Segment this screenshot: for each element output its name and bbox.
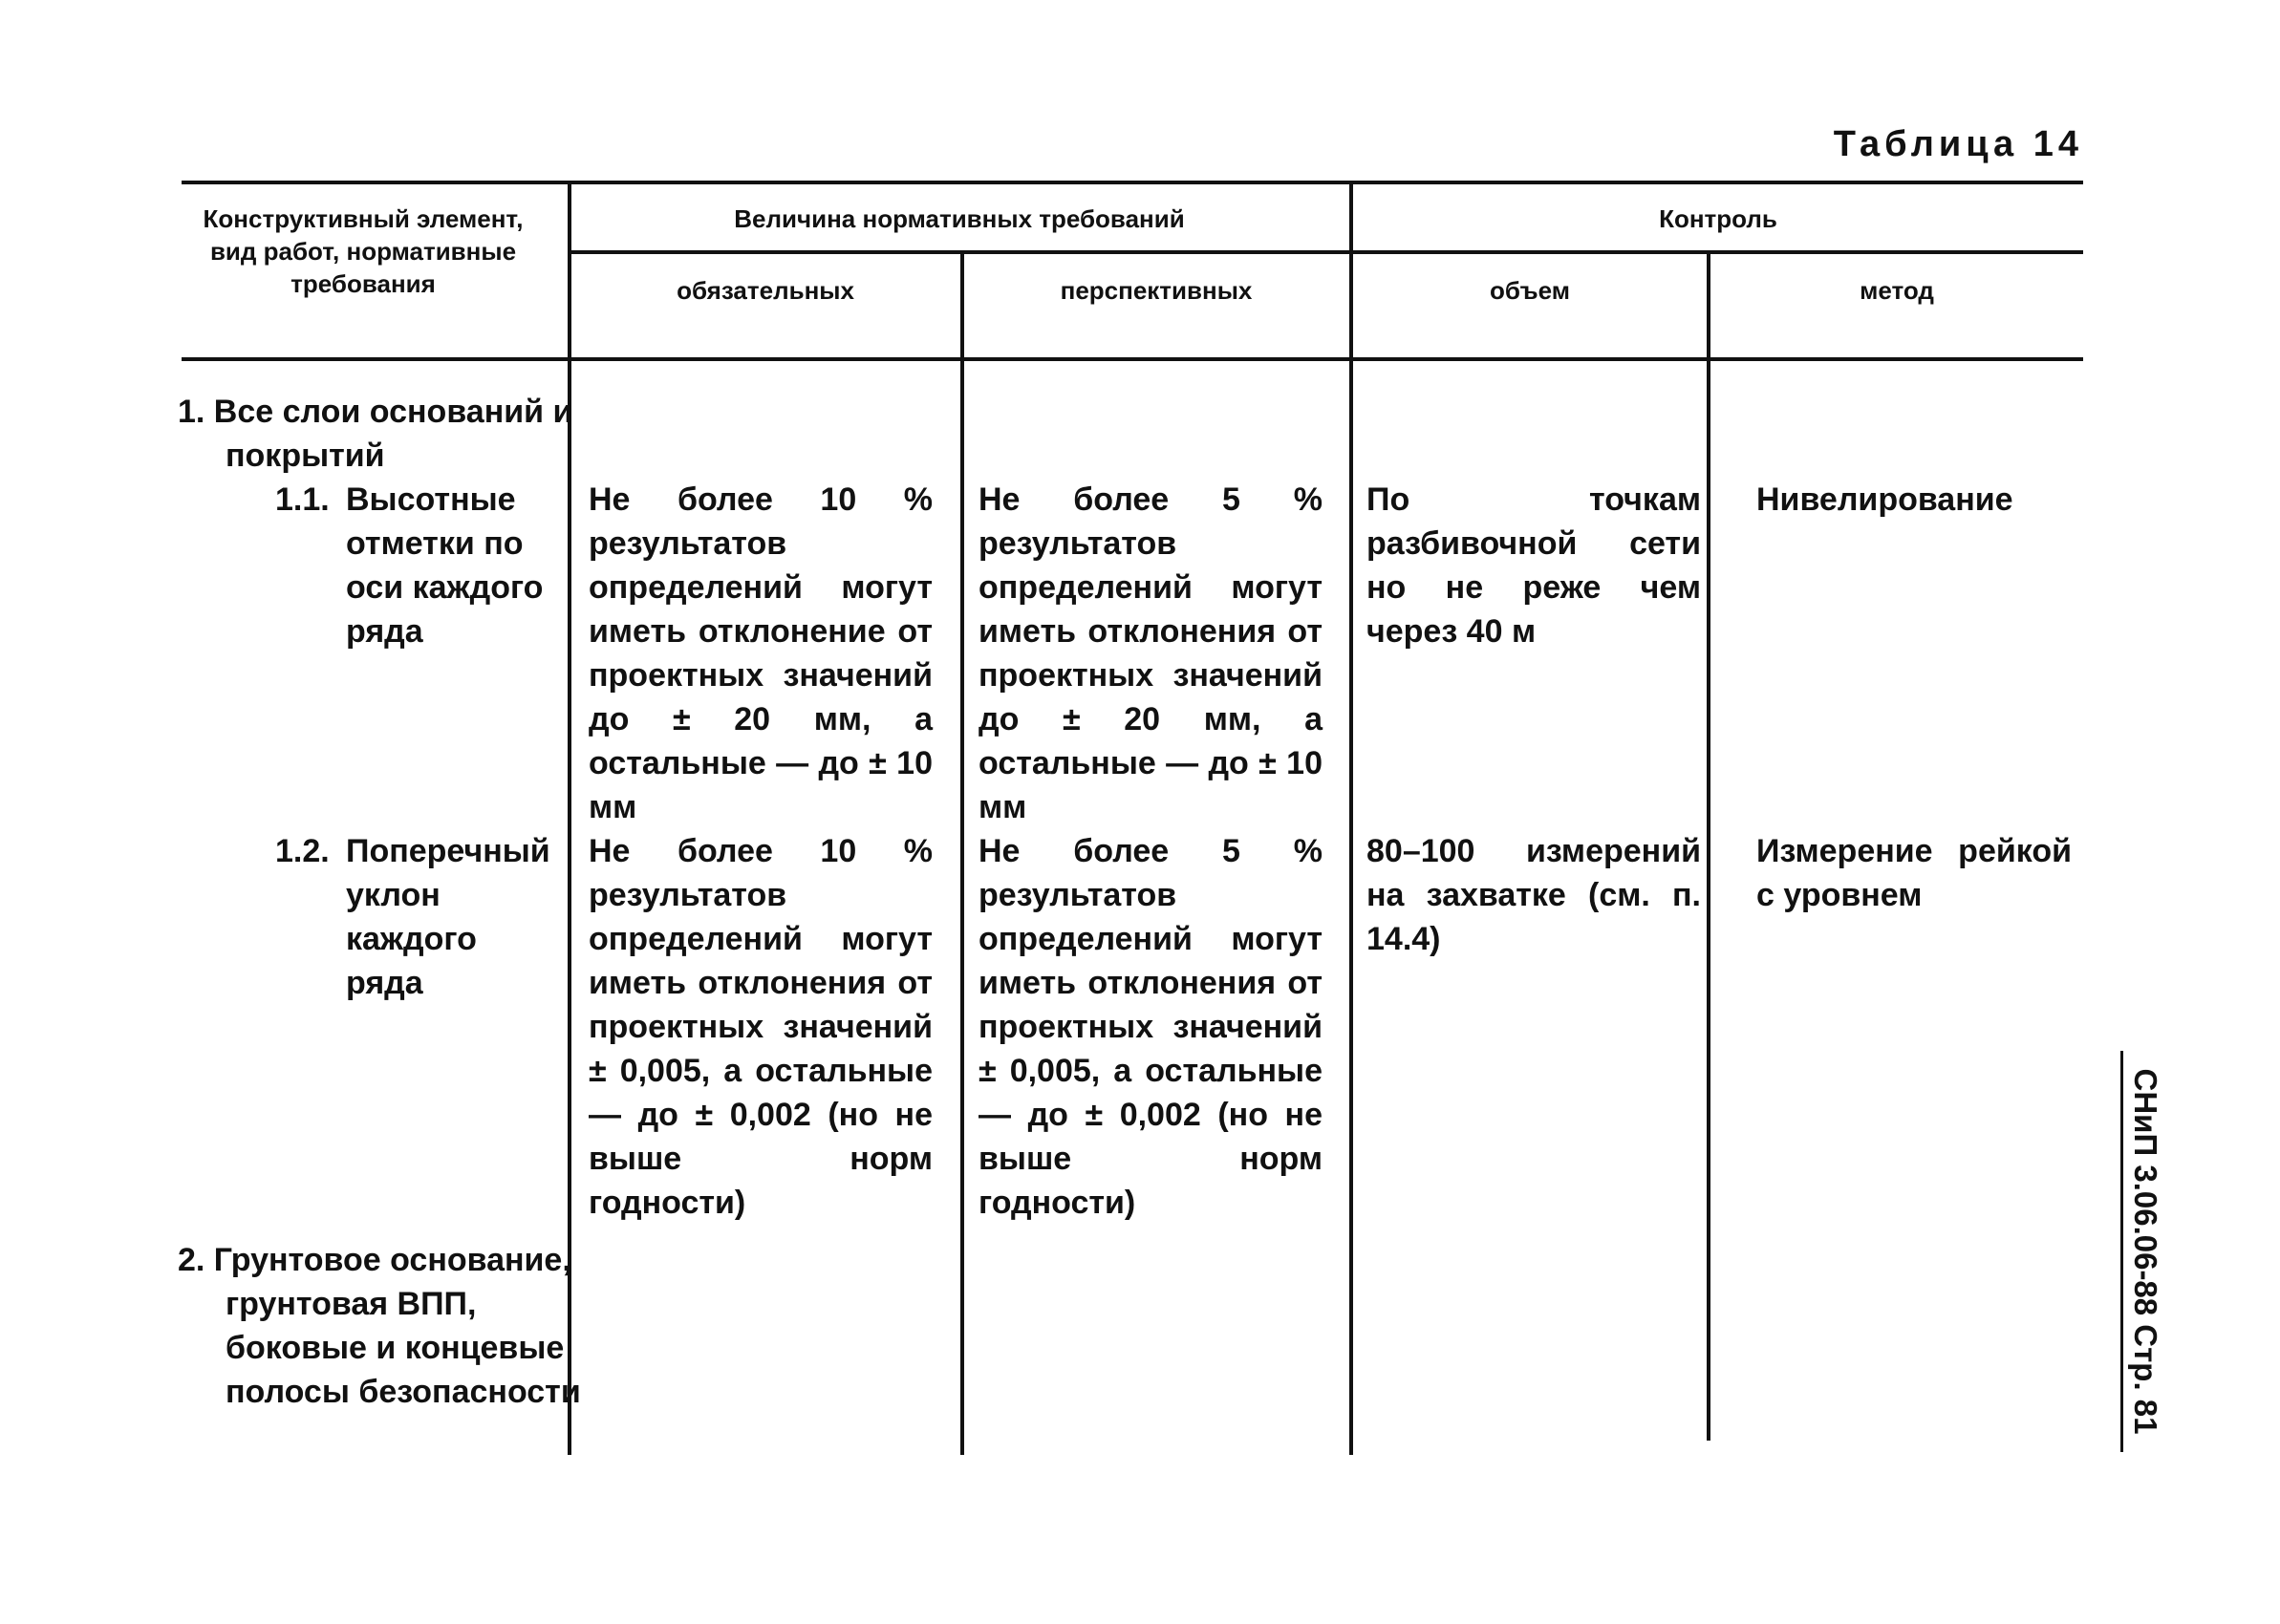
side-code-rule [2120,1051,2123,1452]
table-title: Таблица 14 [1833,124,2083,164]
top-rule [182,181,2083,184]
row-1-2-number: 1.2. [275,833,330,869]
header-mid-rule [568,250,2083,254]
row-1-1-number: 1.1. [275,481,330,518]
side-code-text: СНиП 3.06.06-88 Стр. 81 [2128,1068,2163,1435]
page-side-code [2117,1051,2174,1452]
row-1-1-mandatory: Не более 10 % результатов определений могут иметь отклонение от проектных значений до ± 20 мм, а остальные — до ± 10 мм [589,481,933,825]
header-normative-values: Величина нормативных требований [734,204,1185,233]
row-1-1-prospective: Не более 5 % результатов определений могут иметь отклонения от проектных значений до ± 20 мм, а остальные — до ± 10 мм [979,481,1323,825]
row-1-2-method: Измерение рейкой с уровнем [1756,833,2072,913]
header-mandatory: обязательных [677,276,854,305]
header-structural-element: Конструктивный элемент, вид работ, нормативные требования [203,204,524,298]
header-bottom-rule [182,357,2083,361]
row-1-element: 1. Все слои оснований и покрытий [178,394,573,474]
header-method: метод [1860,276,1934,305]
row-1-1-element: Высотные отметки по оси каждого ряда [346,481,544,650]
row-1-2-prospective: Не более 5 % результатов определений могут иметь отклонения от проектных значений ± 0,005, а остальные — до ± 0,002 (но не выше норм годности) [979,833,1323,1221]
col-divider-3 [1349,181,1353,1455]
row-1-1-volume: По точкам разбивочной сети но не реже чем через 40 м [1366,481,1701,650]
row-1-1-method: Нивелирование [1756,481,2013,518]
header-volume: объем [1490,276,1570,305]
header-prospective: перспективных [1060,276,1253,305]
col-divider-2 [960,250,964,1455]
row-2-element: 2. Грунтовое основание, грунтовая ВПП, боковые и концевые полосы безопасности [178,1242,581,1410]
header-control: Контроль [1659,204,1777,233]
row-1-2-element: Поперечный уклон каждого ряда [346,833,550,1001]
row-1-2-mandatory: Не более 10 % результатов определений могут иметь отклонения от проектных значений ± 0,005, а остальные — до ± 0,002 (но не выше норм годности) [589,833,933,1221]
col-divider-4 [1707,250,1710,1441]
row-1-2-volume: 80–100 измерений на захватке (см. п. 14.4) [1366,833,1701,957]
